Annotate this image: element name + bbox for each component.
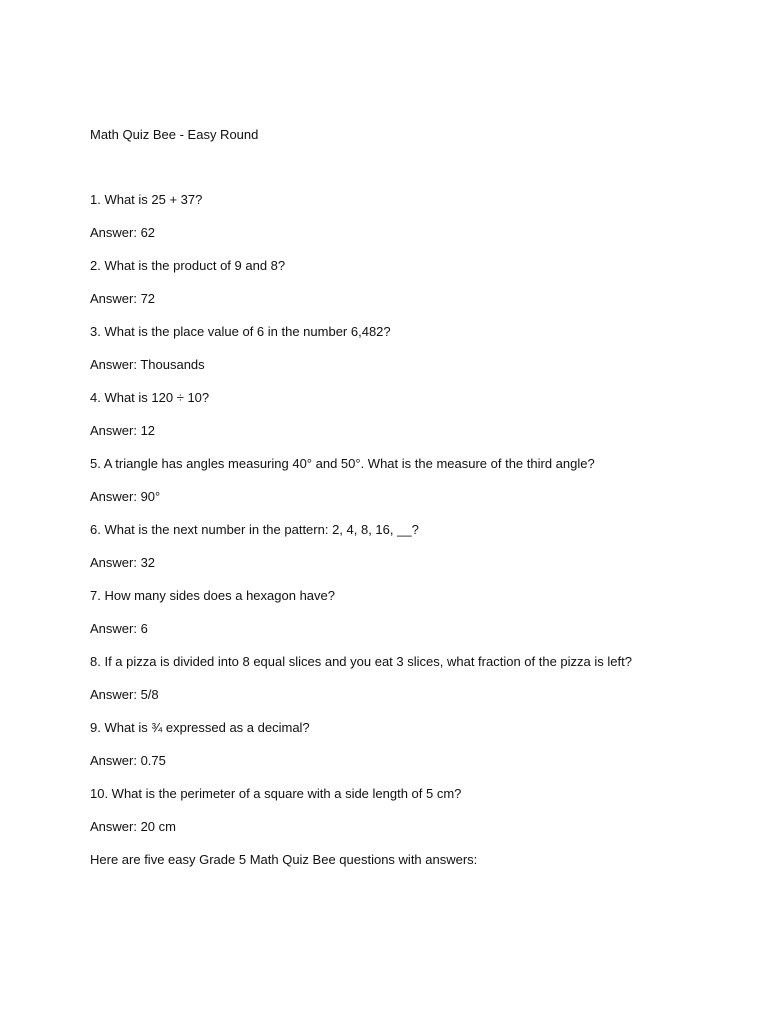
question-9: 9. What is ¾ expressed as a decimal? <box>90 720 310 735</box>
question-4: 4. What is 120 ÷ 10? <box>90 390 210 405</box>
question-7: 7. How many sides does a hexagon have? <box>90 588 335 603</box>
closing-note: Here are five easy Grade 5 Math Quiz Bee questions with answers: <box>90 852 478 867</box>
answer-1: Answer: 62 <box>90 225 156 240</box>
document-content <box>90 126 730 868</box>
answer-6: Answer: 32 <box>90 555 156 570</box>
document-title: Math Quiz Bee - Easy Round <box>90 127 259 142</box>
answer-8: Answer: 5/8 <box>90 687 159 702</box>
answer-5: Answer: 90° <box>90 489 161 504</box>
question-list <box>90 191 730 835</box>
question-5: 5. A triangle has angles measuring 40° and 50°. What is the measure of the third angle? <box>90 456 595 471</box>
question-6: 6. What is the next number in the pattern: 2, 4, 8, 16, __? <box>90 522 419 537</box>
answer-10: Answer: 20 cm <box>90 819 176 834</box>
answer-9: Answer: 0.75 <box>90 753 166 768</box>
question-8: 8. If a pizza is divided into 8 equal slices and you eat 3 slices, what fraction of the pizza is left? <box>90 654 632 669</box>
question-2: 2. What is the product of 9 and 8? <box>90 258 286 273</box>
answer-4: Answer: 12 <box>90 423 156 438</box>
question-10: 10. What is the perimeter of a square with a side length of 5 cm? <box>90 786 462 801</box>
question-3: 3. What is the place value of 6 in the number 6,482? <box>90 324 391 339</box>
answer-3: Answer: Thousands <box>90 357 205 372</box>
question-1: 1. What is 25 + 37? <box>90 192 203 207</box>
answer-7: Answer: 6 <box>90 621 148 636</box>
answer-2: Answer: 72 <box>90 291 156 306</box>
